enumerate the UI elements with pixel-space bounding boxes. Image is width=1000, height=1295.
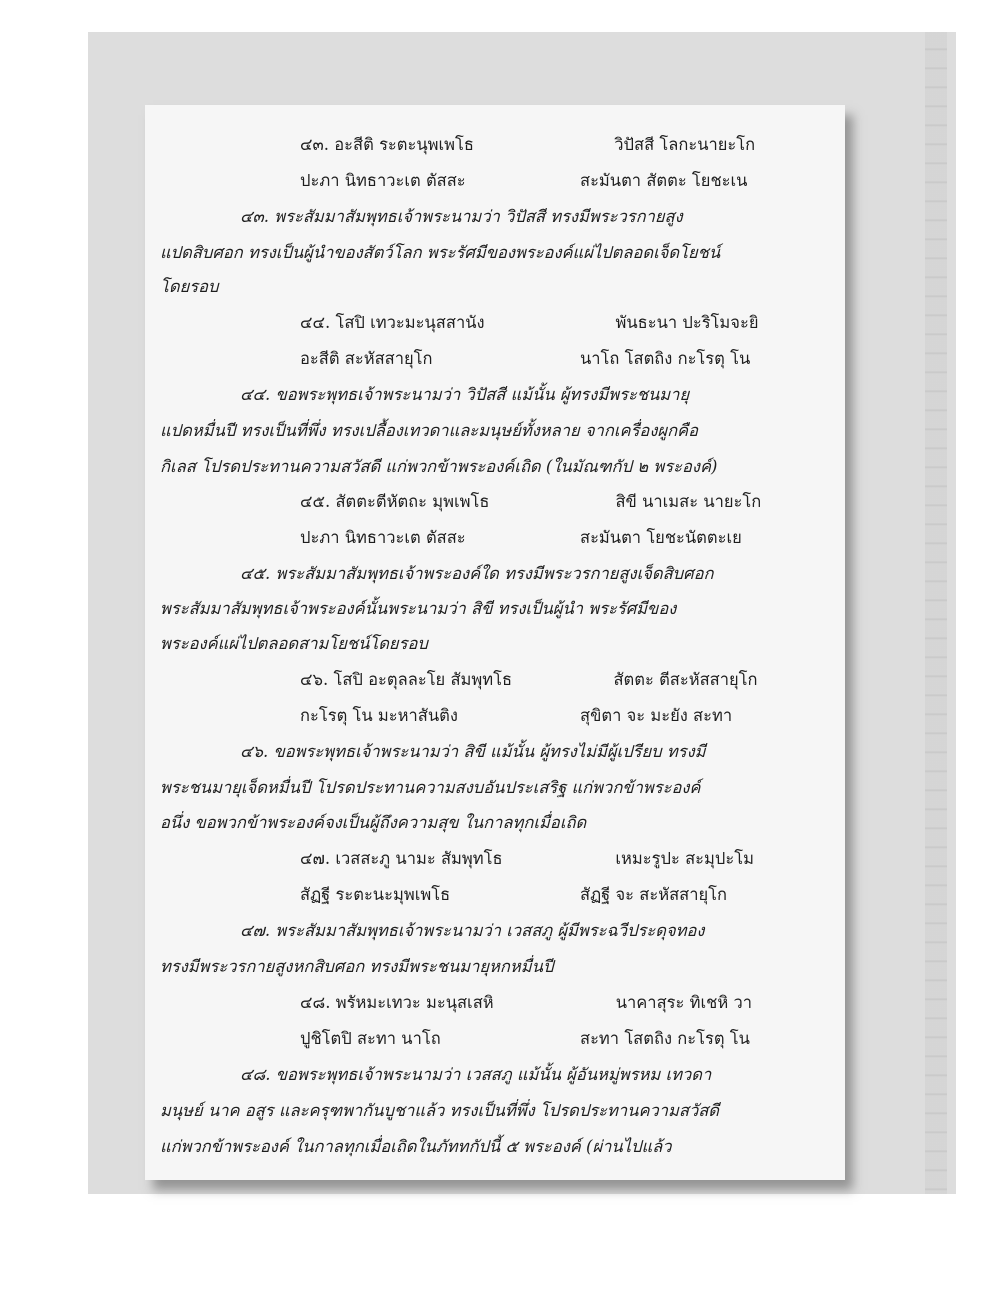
verse-second-half: สัตตะ ตีสะหัสสายุโก xyxy=(613,670,758,689)
gloss-line: แปดสิบศอก ทรงเป็นผู้นำของสัตว์โลก พระรัศมีของพระองค์แผ่ไปตลอดเจ็ดโยชน์ xyxy=(160,243,721,262)
verse-first-half: โสปิ เทวะมะนุสสานัง xyxy=(335,313,485,332)
verse-first-half: กะโรตุ โน มะหาสันติง xyxy=(300,706,458,725)
verse-first-half: พรัหมะเทวะ มะนุสเสหิ xyxy=(335,993,494,1012)
verse-number: ๔๔. xyxy=(300,313,331,332)
verse-line xyxy=(300,133,755,157)
verse-second-half: เหมะรูปะ สะมุปะโม xyxy=(615,849,754,868)
verse-line xyxy=(300,526,742,550)
verse-second-half: วิปัสสี โลกะนายะโก xyxy=(614,135,756,154)
gloss-line: ๔๘. ขอพระพุทธเจ้าพระนามว่า เวสสภู แม้นั้น ผู้อันหมู่พรหม เทวดา xyxy=(240,1065,712,1084)
verse-first-half: สัตตะตีหัตถะ มุพเพโธ xyxy=(335,492,490,511)
verse-first-half: เวสสะภู นามะ สัมพุทโธ xyxy=(335,849,503,868)
verse-first-half: อะสีติ ระตะนุพเพโธ xyxy=(334,135,474,154)
verse-line xyxy=(300,991,752,1015)
gloss-line: ๔๓. พระสัมมาสัมพุทธเจ้าพระนามว่า วิปัสสี ทรงมีพระวรกายสูง xyxy=(240,207,683,226)
page-text xyxy=(145,105,845,1180)
verse-number: ๔๖. xyxy=(300,670,329,689)
gloss-line: พระสัมมาสัมพุทธเจ้าพระองค์นั้นพระนามว่า สิขี ทรงเป็นผู้นำ พระรัศมีของ xyxy=(160,599,677,618)
verse-second-half: สะมันตา โยชะนัตตะเย xyxy=(580,528,742,547)
verse-number: ๔๗. xyxy=(300,849,331,868)
gloss-line: พระชนมายุเจ็ดหมื่นปี โปรดประทานความสงบอันประเสริฐ แก่พวกข้าพระองค์ xyxy=(160,778,701,797)
verse-line xyxy=(300,311,759,335)
verse-second-half: สิขี นาเมสะ นายะโก xyxy=(615,492,762,511)
gloss-line: อนึ่ง ขอพวกข้าพระองค์จงเป็นผู้ถึงความสุข ในกาลทุกเมื่อเถิด xyxy=(160,813,587,832)
gloss-line: ๔๕. พระสัมมาสัมพุทธเจ้าพระองค์ใด ทรงมีพระวรกายสูงเจ็ดสิบศอก xyxy=(240,564,714,583)
gloss-line: ๔๔. ขอพระพุทธเจ้าพระนามว่า วิปัสสี แม้นั้น ผู้ทรงมีพระชนมายุ xyxy=(240,385,690,404)
gloss-line: ๔๖. ขอพระพุทธเจ้าพระนามว่า สิขี แม้นั้น ผู้ทรงไม่มีผู้เปรียบ ทรงมี xyxy=(240,742,706,761)
verse-number: ๔๓. xyxy=(300,135,330,154)
page-edge-strip xyxy=(925,32,947,1194)
verse-second-half: สะทา โสตถิง กะโรตุ โน xyxy=(580,1029,750,1048)
verse-second-half: นาคาสุระ ทิเชหิ วา xyxy=(615,993,752,1012)
verse-number: ๔๕. xyxy=(300,492,331,511)
verse-second-half: นาโถ โสตถิง กะโรตุ โน xyxy=(580,349,751,368)
verse-second-half: สะมันตา สัตตะ โยชะเน xyxy=(580,171,748,190)
verse-first-half: สัฏฐี ระตะนะมุพเพโธ xyxy=(300,885,451,904)
gloss-line: โดยรอบ xyxy=(160,277,219,296)
gloss-line: พระองค์แผ่ไปตลอดสามโยชน์โดยรอบ xyxy=(160,634,428,653)
verse-line xyxy=(300,490,761,514)
verse-line xyxy=(300,1027,750,1051)
verse-number: ๔๘. xyxy=(300,993,331,1012)
verse-first-half: ปะภา นิทธาวะเต ตัสสะ xyxy=(300,528,466,547)
verse-line xyxy=(300,169,747,193)
verse-first-half: โสปิ อะตุลละโย สัมพุทโธ xyxy=(333,670,513,689)
verse-line xyxy=(300,347,750,371)
verse-line xyxy=(300,668,758,692)
book-page xyxy=(145,105,845,1180)
verse-second-half: พันธะนา ปะริโมจะยิ xyxy=(615,313,759,332)
verse-line xyxy=(300,704,732,728)
verse-second-half: สัฏฐี จะ สะหัสสายุโก xyxy=(580,885,728,904)
verse-line xyxy=(300,883,727,907)
verse-line xyxy=(300,847,754,871)
verse-first-half: อะสีติ สะหัสสายุโก xyxy=(300,349,433,368)
gloss-line: มนุษย์ นาค อสูร และครุฑพากันบูชาแล้ว ทรงเป็นที่พึ่ง โปรดประทานความสวัสดี xyxy=(160,1101,720,1120)
gloss-line: กิเลส โปรดประทานความสวัสดี แก่พวกข้าพระองค์เถิด (ในมัณฑกัป ๒ พระองค์) xyxy=(160,457,718,476)
gloss-line: แปดหมื่นปี ทรงเป็นที่พึ่ง ทรงเปลื้องเทวดาและมนุษย์ทั้งหลาย จากเครื่องผูกคือ xyxy=(160,421,699,440)
gloss-line: ทรงมีพระวรกายสูงหกสิบศอก ทรงมีพระชนมายุหกหมื่นปี xyxy=(160,957,554,976)
verse-second-half: สุขิตา จะ มะยัง สะทา xyxy=(580,706,733,725)
gloss-line: แก่พวกข้าพระองค์ ในกาลทุกเมื่อเถิดในภัททกัปนี้ ๕ พระองค์ (ผ่านไปแล้ว xyxy=(160,1137,672,1156)
gloss-line: ๔๗. พระสัมมาสัมพุทธเจ้าพระนามว่า เวสสภู ผู้มีพระฉวีประดุจทอง xyxy=(240,921,705,940)
verse-first-half: ปะภา นิทธาวะเต ตัสสะ xyxy=(300,171,466,190)
verse-first-half: ปูชิโตปิ สะทา นาโถ xyxy=(300,1029,441,1048)
